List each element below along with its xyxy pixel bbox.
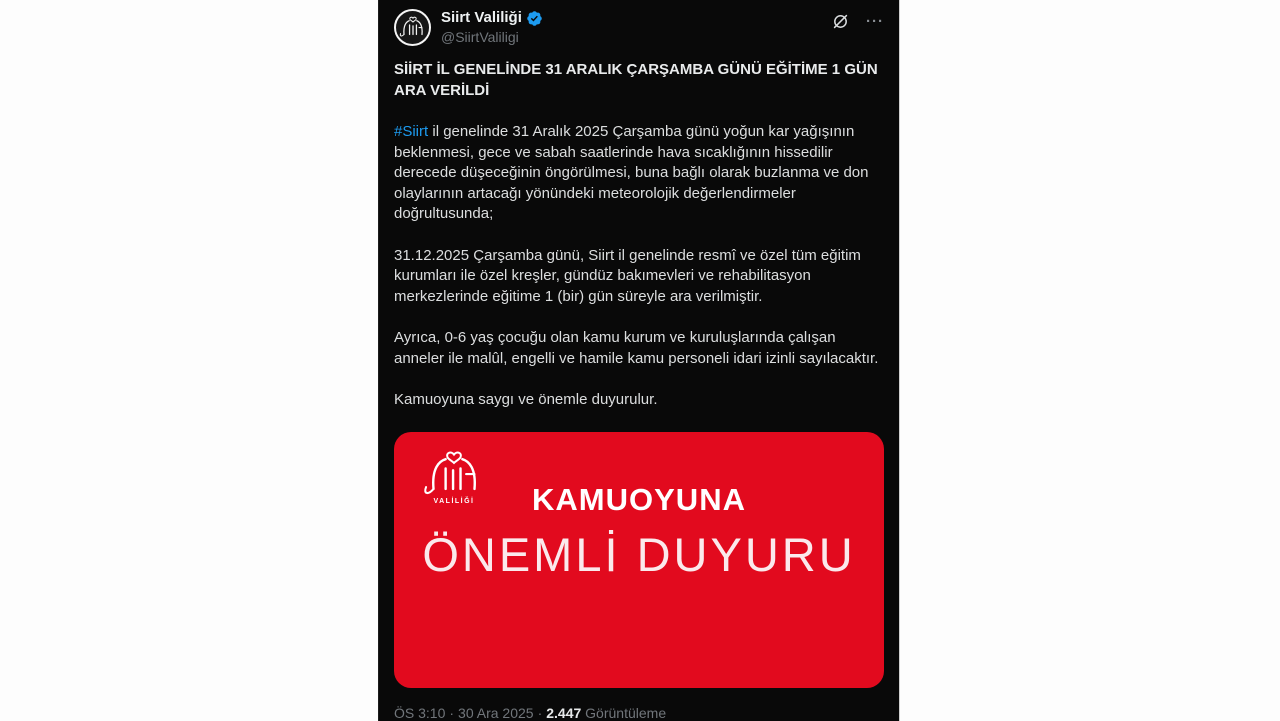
author-block	[441, 9, 543, 46]
author-handle[interactable]: @SiirtValiligi	[441, 28, 519, 45]
post-time: ÖS 3:10	[394, 704, 446, 721]
views-label: Görüntüleme	[585, 704, 667, 721]
banner-title: KAMUOYUNA	[532, 481, 746, 517]
more-menu-icon[interactable]: ···	[866, 12, 884, 30]
announcement-image[interactable]	[394, 432, 884, 688]
author-name: Siirt Valiliği	[441, 9, 522, 26]
views-count: 2.447	[546, 704, 582, 721]
tweet-footer	[394, 705, 884, 721]
tweet-paragraph-2: 31.12.2025 Çarşamba günü, Siirt il genelinde resmî ve özel tüm eğitim kurumları ile özel kreşler, gündüz bakımevleri ve rehabilitasyon merkezlerinde eğitime 1 (bir) gün süreyle ara verilmiştir.	[394, 246, 861, 305]
tweet-headline: SİİRT İL GENELİNDE 31 ARALIK ÇARŞAMBA GÜNÜ EĞİTİME 1 GÜN ARA VERİLDİ	[394, 61, 878, 100]
post-date: 30 Ara 2025	[458, 704, 534, 721]
grok-icon[interactable]	[831, 12, 850, 31]
header-actions	[831, 9, 884, 31]
tweet-header	[394, 9, 884, 46]
author-name-row[interactable]	[441, 9, 543, 28]
avatar[interactable]	[394, 9, 431, 46]
verified-badge-icon	[526, 10, 543, 27]
separator-dot: ·	[449, 704, 455, 721]
tweet-paragraph-3: Ayrıca, 0-6 yaş çocuğu olan kamu kurum ve kuruluşlarında çalışan anneler ile malûl, engelli ve hamile kamu personeli idari izinli sayılacaktır.	[394, 329, 879, 367]
tweet-paragraph-4: Kamuoyuna saygı ve önemle duyurulur.	[394, 391, 658, 409]
separator-dot: ·	[537, 704, 543, 721]
tweet-card	[378, 0, 900, 721]
tweet-paragraph-1	[394, 122, 884, 225]
siirt-valiligi-avatar-logo	[398, 14, 428, 42]
paragraph-1-text: il genelinde 31 Aralık 2025 Çarşamba günü yoğun kar yağışının beklenmesi, gece ve sabah saatlerinde hava sıcaklığının hissedilir derecede düşeceğinin öngörülmesi, buna bağlı olarak buzlanma ve don olaylarının artacağı yönündeki meteorolojik değerlendirmeler doğrultusunda;	[394, 123, 869, 223]
banner-text	[394, 482, 884, 582]
banner-logo-label: VALİLİĞİ	[433, 497, 475, 505]
hashtag-link[interactable]: #Siirt	[394, 123, 429, 141]
banner-subtitle: ÖNEMLİ DUYURU	[422, 527, 856, 581]
